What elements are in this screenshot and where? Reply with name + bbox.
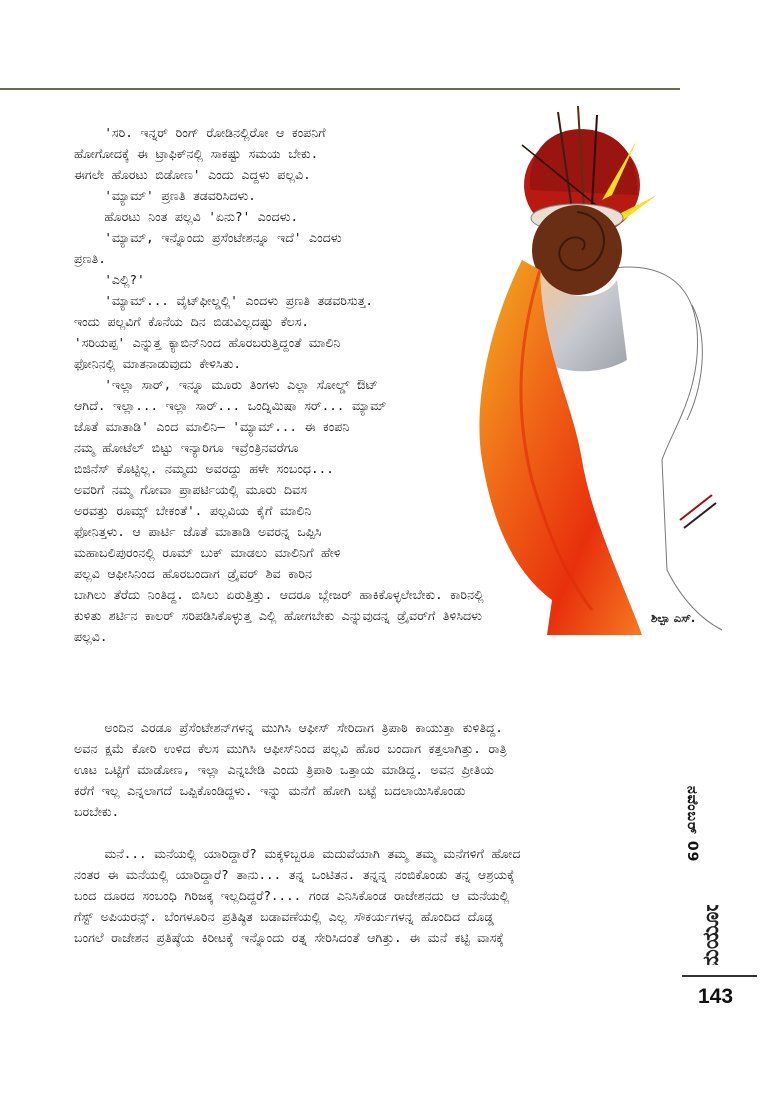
article-text-block-1: 'ಸರಿ. ಇನ್ನರ್ ರಿಂಗ್ ರೋಡಿನಲ್ಲಿರೋ ಆ ಕಂಪನಿಗೆ ಹೋಗೋದಕ್ಕೆ ಈ ಟ್ರಾಫಿಕ್‌ನಲ್ಲಿ ಸಾಕಷ್ಟು ಸಮಯ ಬೇಕು. ಈಗಲೇ ಹೊರಟು ಬಿಡೋಣ' ಎಂದು ಎದ್ದಳು ಪಲ್ಲವಿ. 'ಮ್ಯಾಮ್' ಪ್ರಣತಿ ತಡವರಿಸಿದಳು. ಹೊರಟು ನಿಂತ ಪಲ್ಲವಿ 'ಏನು?' ಎಂದಳು. 'ಮ್ಯಾಮ್, ಇನ್ನೊಂದು ಪ್ರಸೆಂಟೇಶನ್ನೂ ಇದೆ' ಎಂದಳು ಪ್ರಣತಿ. 'ಎಲ್ಲಿ?' 'ಮ್ಯಾಮ್... ವೈಟ್‌ಫೀಲ್ಡಲ್ಲಿ' ಎಂದಳು ಪ್ರಣತಿ ತಡವರಿಸುತ್ತ. ಇಂದು ಪಲ್ಲವಿಗೆ ಕೊನೆಯ ದಿನ ಬಿಡುವಿಲ್ಲದಷ್ಟು ಕೆಲಸ. 'ಸರಿಯಪ್ಪ' ಎನ್ನುತ್ತ ಕ್ಯಾಬಿನ್‌ನಿಂದ ಹೊರಬರುತ್ತಿದ್ದಂತೆ ಮಾಲಿನಿ ಫೋನಿನಲ್ಲಿ ಮಾತನಾಡುವುದು ಕೇಳಿಸಿತು. 'ಇಲ್ಲಾ ಸಾರ್, ಇನ್ನೂ ಮೂರು ತಿಂಗಳು ಎಲ್ಲಾ ಸೋಲ್ಡ್ ಔಟ್ ಆಗಿದೆ. ಇಲ್ಲಾ... ಇಲ್ಲಾ ಸಾರ್... ಒಂದ್ನಿಮಿಷಾ ಸರ್... ಮ್ಯಾಮ್ ಜೊತೆ ಮಾತಾಡಿ' ಎಂದ ಮಾಲಿನಿ– 'ಮ್ಯಾಮ್... ಈ ಕಂಪನಿ ನಮ್ಮ ಹೋಟೆಲ್ ಬಿಟ್ಟು ಇನ್ಯಾರಿಗೂ ಇವ್ರೆಂತ್ರಿನವರೆಗೂ ಬಿಜಿನೆಸ್ ಕೊಟ್ಟಿಲ್ಲ. ನಮ್ಮದು ಅವರದ್ದು ಹಳೇ ಸಂಬಂಧ... ಅವರಿಗೆ ನಮ್ಮ ಗೋವಾ ಪ್ರಾಪರ್ಟಿಯಲ್ಲಿ ಮೂರು ದಿವಸ ಅರವತ್ತು ರೂಮ್ಸ್ ಬೇಕಂತೆ'. ಪಲ್ಲವಿಯ ಕೈಗೆ ಮಾಲಿನಿ ಫೋನಿತ್ತಳು. ಆ ಪಾರ್ಟಿ ಜೊತೆ ಮಾತಾಡಿ ಅವರನ್ನ ಒಪ್ಪಿಸಿ ಮಹಾಬಲಿಪುರಂನಲ್ಲಿ ರೂಮ್ ಬುಕ್ ಮಾಡಲು ಮಾಲಿನಿಗೆ ಹೇಳಿ ಪಲ್ಲವಿ ಆಫೀಸಿನಿಂದ ಹೊರಬಂದಾಗ ಡ್ರೈವರ್ ಶಿವ ಕಾರಿನ ಬಾಗಿಲು ತೆರೆದು ನಿಂತಿದ್ದ. ಬಿಸಿಲು ಏರುತ್ತಿತ್ತು. ಆದರೂ ಬ್ಲೇಜರ್ ಹಾಕಿಕೊಳ್ಳಲೇಬೇಕು. ಕಾರಿನಲ್ಲಿ ಕುಳಿತು ಶರ್ಟಿನ ಕಾಲರ್ ಸರಿಪಡಿಸಿಕೊಳ್ಳುತ್ತ ಎಲ್ಲಿ ಹೋಗಬೇಕು ಎನ್ನುವುದನ್ನ ಡ್ರೈವರ್‌ಗೆ ತಿಳಿಸಿದಳು ಪಲ್ಲವಿ. [74, 125, 484, 644]
bottom-rule [682, 975, 757, 977]
illustration-woman-back [452, 100, 758, 636]
issue-date-label: ನವೆಂಬರ್ 09 [684, 786, 700, 863]
svg-text:ಮಯೂರ: ಮಯೂರ [699, 905, 724, 965]
top-rule [0, 88, 680, 90]
page-number: 143 [698, 985, 734, 1008]
illustration-caption: ಶಿಲ್ಪಾ ಎಸ್. [651, 611, 696, 625]
article-text-block-3: ಮನೆ... ಮನೆಯಲ್ಲಿ ಯಾರಿದ್ದಾರೆ? ಮಕ್ಕಳಿಬ್ಬರೂ ಮದುವೆಯಾಗಿ ತಮ್ಮ ತಮ್ಮ ಮನೆಗಳಿಗೆ ಹೋದ ನಂತರ ಈ ಮನೆಯಲ್ಲಿ ಯಾರಿದ್ದಾರೆ? ತಾನು... ತನ್ನ ಒಂಟಿತನ. ತನ್ನನ್ನ ನಂಬಿಕೊಂಡು ತನ್ನ ಆಶ್ರಯಕ್ಕೆ ಬಂದ ದೂರದ ಸಂಬಂಧಿ ಗಿರಿಜಕ್ಕ ಇಲ್ಲದಿದ್ದರೆ?.... ಗಂಡ ಎನಿಸಿಕೊಂಡ ರಾಜೇಶನದು ಆ ಮನೆಯಲ್ಲಿ ಗೆಸ್ಟ್ ಅಪಿಯರನ್ಸ್. ಬೆಂಗಳೂರಿನ ಪ್ರತಿಷ್ಠಿತ ಬಡಾವಣೆಯಲ್ಲಿ ಎಲ್ಲ ಸೌಕರ್ಯಗಳನ್ನ ಹೊಂದಿದ ದೊಡ್ಡ ಬಂಗಲೆ ರಾಜೇಶನ ಪ್ರತಿಷ್ಠೆಯ ಕಿರೀಟಕ್ಕೆ ಇನ್ನೊಂದು ರತ್ನ ಸೇರಿಸಿದಂತೆ ಆಗಿತ್ತು. ಈ ಮನೆ ಕಟ್ಟಿ ವಾಸಕ್ಕೆ [74, 846, 521, 945]
magazine-logo [683, 905, 753, 965]
article-text-block-2: ಅಂದಿನ ಎರಡೂ ಪ್ರೆಸೆಂಟೇಶನ್‌ಗಳನ್ನ ಮುಗಿಸಿ ಆಫೀಸ್ ಸೇರಿದಾಗ ತ್ರಿಪಾಠಿ ಕಾಯುತ್ತಾ ಕುಳಿತಿದ್ದ. ಅವನ ಕ್ಷಮೆ ಕೋರಿ ಉಳಿದ ಕೆಲಸ ಮುಗಿಸಿ ಆಫೀಸ್‌ನಿಂದ ಪಲ್ಲವಿ ಹೊರ ಬಂದಾಗ ಕತ್ತಲಾಗಿತ್ತು. ರಾತ್ರಿ ಊಟ ಒಟ್ಟಿಗೆ ಮಾಡೋಣ, ಇಲ್ಲಾ ಎನ್ನಬೇಡಿ ಎಂದು ತ್ರಿಪಾಠಿ ಒತ್ತಾಯ ಮಾಡಿದ್ದ. ಅವನ ಪ್ರೀತಿಯ ಕರೆಗೆ ಇಲ್ಲ ಎನ್ನಲಾಗದೆ ಒಪ್ಪಿಕೊಂಡಿದ್ದಳು. ಇನ್ನು ಮನೆಗೆ ಹೋಗಿ ಬಟ್ಟೆ ಬದಲಾಯಿಸಿಕೊಂಡು ಬರಬೇಕು. [74, 720, 507, 819]
